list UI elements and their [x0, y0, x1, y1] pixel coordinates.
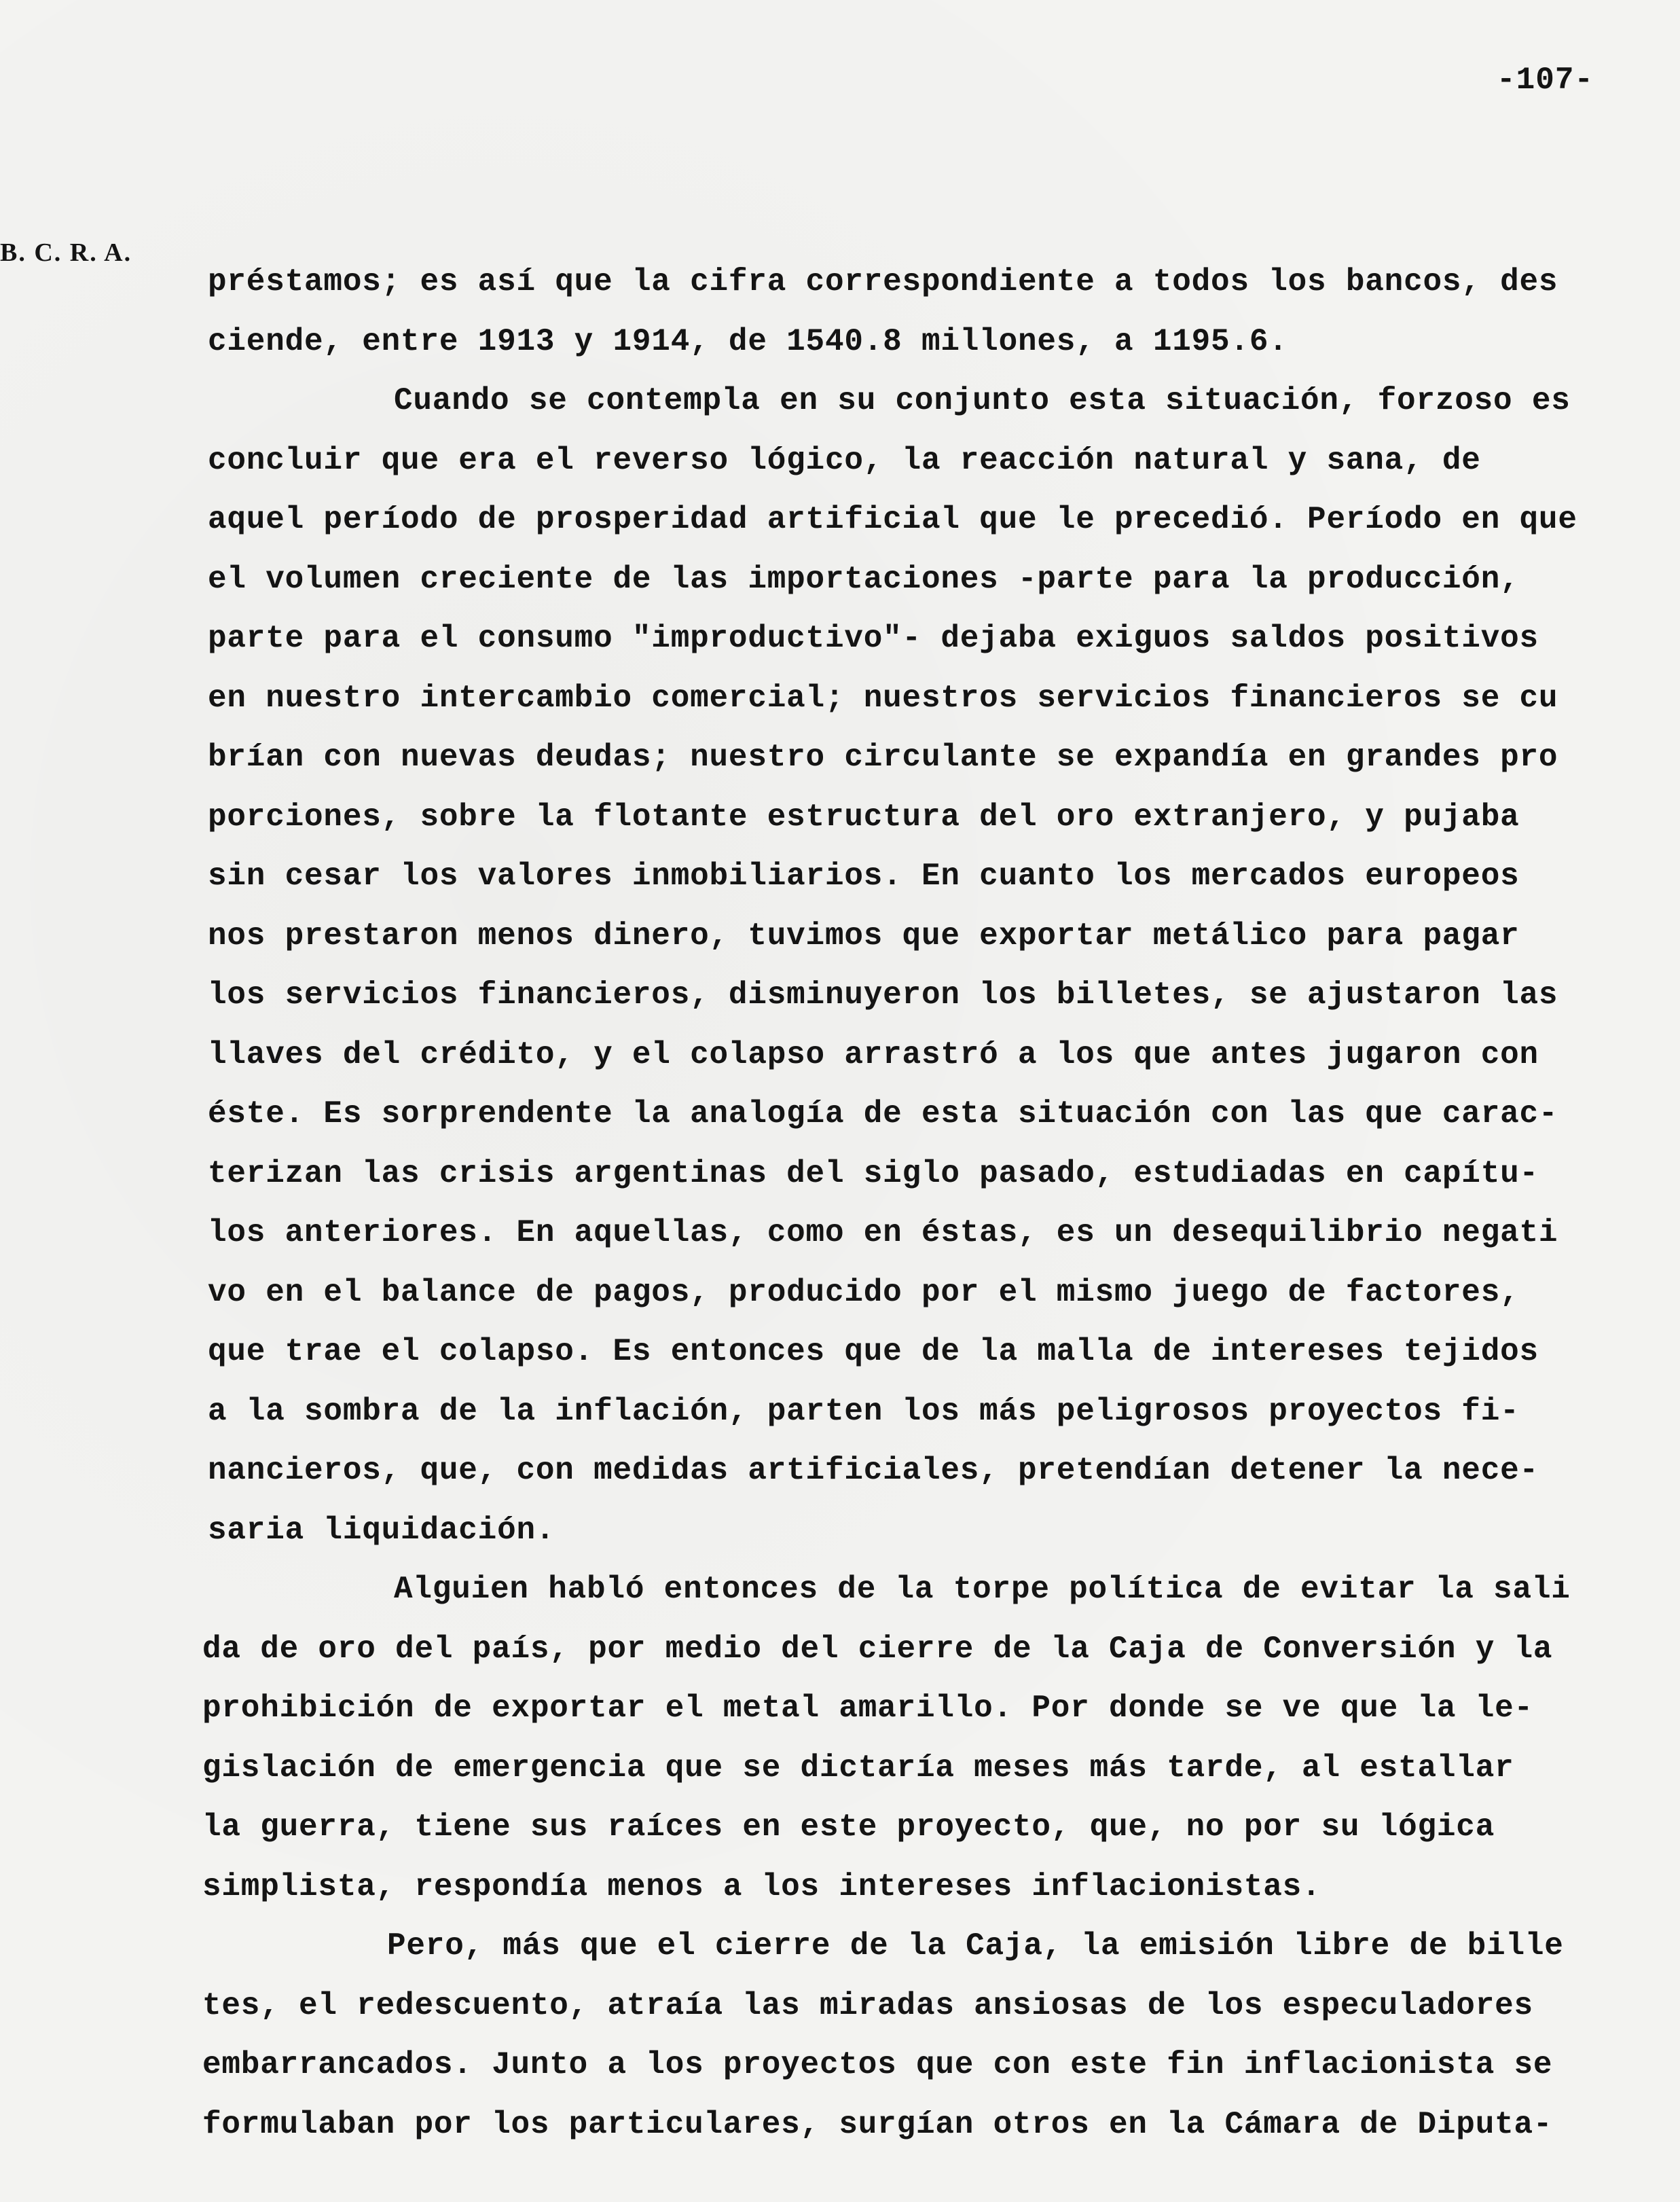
text-line: saria liquidación.	[208, 1512, 555, 1548]
text-line: que trae el colapso. Es entonces que de la malla de intereses tejidos	[208, 1334, 1539, 1369]
text-line: concluir que era el reverso lógico, la reacción natural y sana, de	[208, 442, 1481, 478]
text-line: los anteriores. En aquellas, como en éstas, es un desequilibrio negati	[208, 1215, 1558, 1250]
text-line: aquel período de prosperidad artificial que le precedió. Período en que	[208, 502, 1577, 537]
text-line: nancieros, que, con medidas artificiales, pretendían detener la nece-	[208, 1453, 1539, 1488]
text-line: en nuestro intercambio comercial; nuestros servicios financieros se cu	[208, 680, 1558, 716]
typewritten-body	[197, 253, 1669, 2154]
text-line: Cuando se contempla en su conjunto esta situación, forzoso es	[394, 383, 1571, 418]
text-line: embarrancados. Junto a los proyectos que con este fin inflacionista se	[202, 2047, 1553, 2082]
text-line: a la sombra de la inflación, parten los más peligrosos proyectos fi-	[208, 1393, 1520, 1429]
text-line: Alguien habló entonces de la torpe política de evitar la sali	[394, 1572, 1571, 1607]
text-line: sin cesar los valores inmobiliarios. En cuanto los mercados europeos	[208, 859, 1520, 894]
text-line: el volumen creciente de las importaciones -parte para la producción,	[208, 561, 1520, 597]
text-line: simplista, respondía menos a los intereses inflacionistas.	[202, 1869, 1321, 1905]
text-line: los servicios financieros, disminuyeron los billetes, se ajustaron las	[208, 977, 1558, 1013]
text-line: Pero, más que el cierre de la Caja, la emisión libre de bille	[387, 1928, 1564, 1964]
text-line: formulaban por los particulares, surgían otros en la Cámara de Diputa-	[202, 2106, 1553, 2142]
text-line: la guerra, tiene sus raíces en este proyecto, que, no por su lógica	[202, 1809, 1495, 1845]
text-line: nos prestaron menos dinero, tuvimos que exportar metálico para pagar	[208, 918, 1520, 954]
text-line: vo en el balance de pagos, producido por el mismo juego de factores,	[208, 1274, 1520, 1310]
text-line: da de oro del país, por medio del cierre de la Caja de Conversión y la	[202, 1631, 1553, 1667]
text-line: éste. Es sorprendente la analogía de esta situación con las que carac-	[208, 1096, 1558, 1132]
text-line: porciones, sobre la flotante estructura del oro extranjero, y pujaba	[208, 799, 1520, 835]
text-line: prohibición de exportar el metal amarillo. Por donde se ve que la le-	[202, 1691, 1533, 1726]
text-line: brían con nuevas deudas; nuestro circulante se expandía en grandes pro	[208, 740, 1558, 775]
text-line: parte para el consumo "improductivo"- dejaba exiguos saldos positivos	[208, 621, 1539, 656]
text-line: tes, el redescuento, atraía las miradas ansiosas de los especuladores	[202, 1987, 1533, 2023]
margin-stamp: B. C. R. A.	[0, 238, 132, 267]
page-number: -107-	[1497, 62, 1594, 98]
text-line: gislación de emergencia que se dictaría meses más tarde, al estallar	[202, 1750, 1514, 1786]
text-line: terizan las crisis argentinas del siglo pasado, estudiadas en capítu-	[208, 1155, 1539, 1191]
text-line: llaves del crédito, y el colapso arrastró a los que antes jugaron con	[208, 1036, 1539, 1072]
text-line: ciende, entre 1913 y 1914, de 1540.8 millones, a 1195.6.	[208, 323, 1288, 359]
text-line: préstamos; es así que la cifra correspondiente a todos los bancos, des	[208, 264, 1558, 300]
